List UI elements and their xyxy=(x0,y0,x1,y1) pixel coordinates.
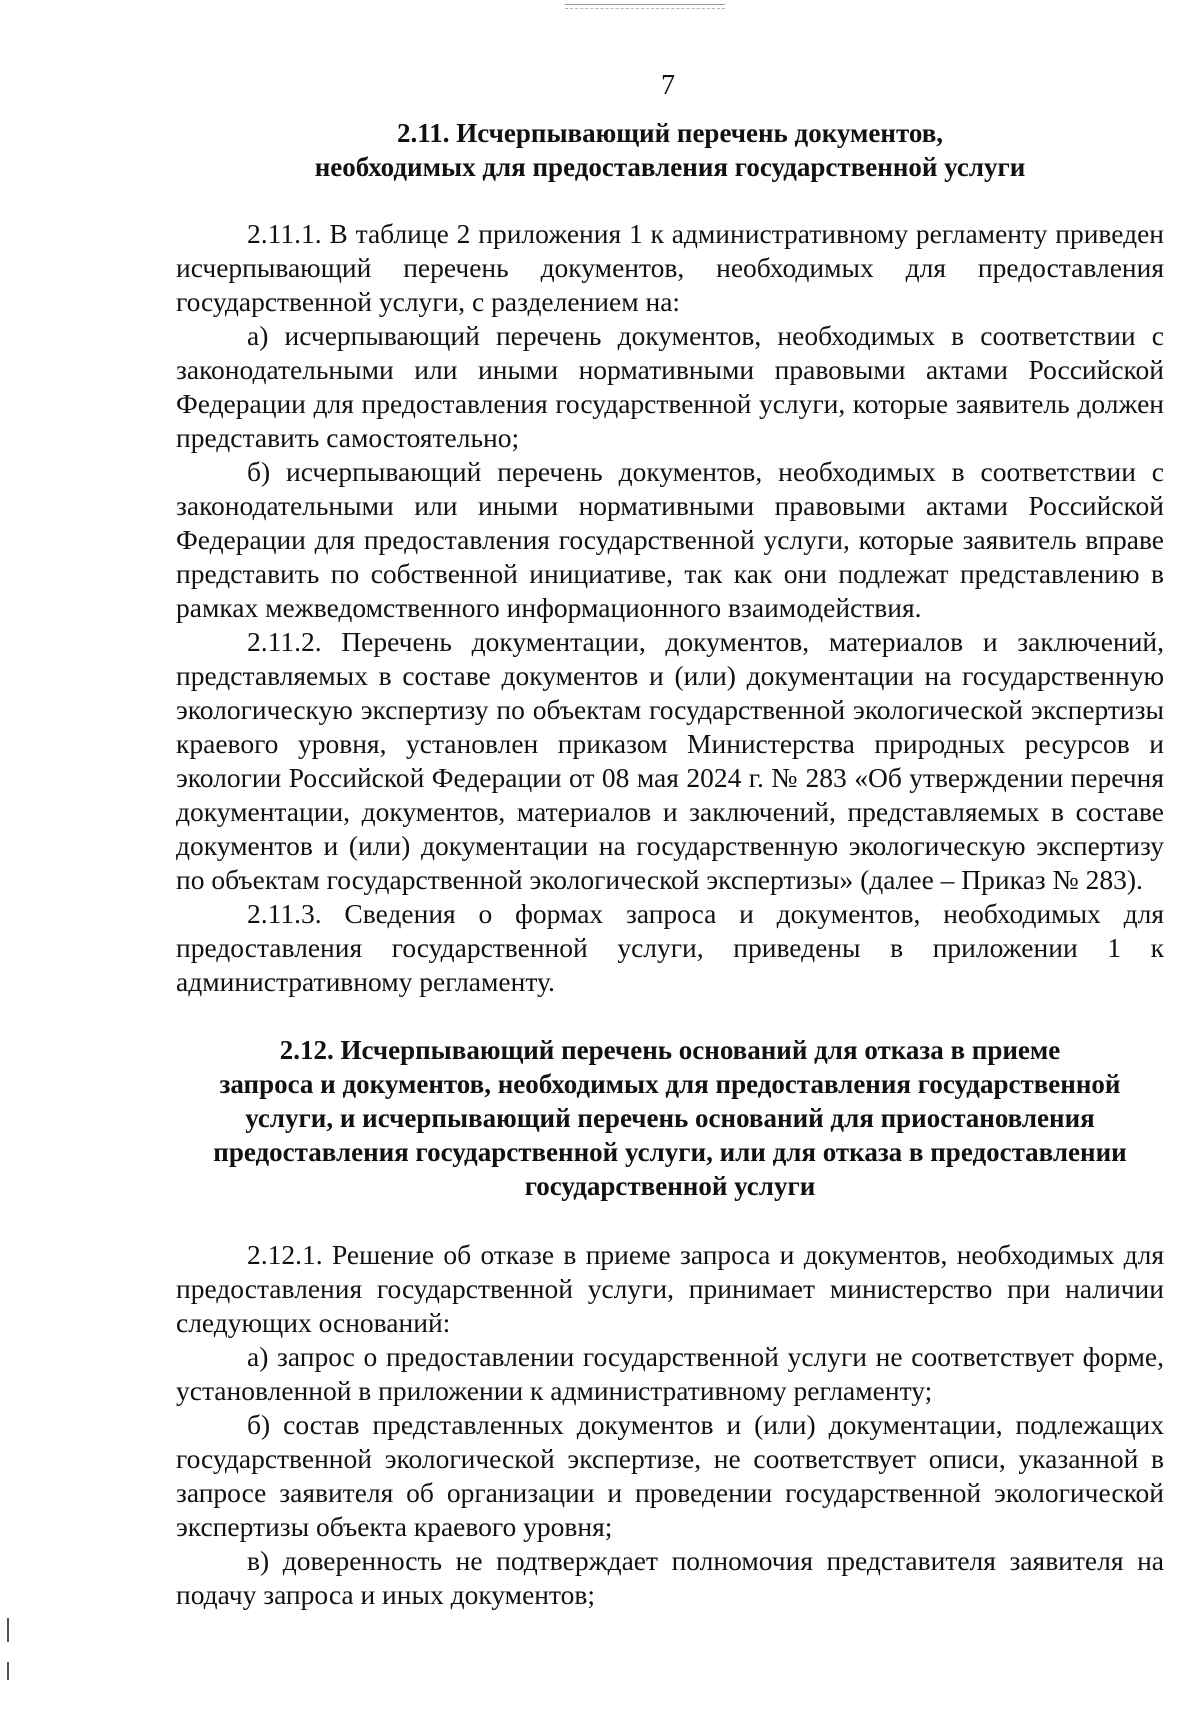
scan-artifact-top xyxy=(565,4,725,9)
paragraph-2-12-1-a: а) запрос о предоставлении государственной услуги не соответствует форме, установленной в приложении к административному регламенту; xyxy=(176,1341,1164,1406)
scan-artifact-left-upper xyxy=(7,1618,9,1642)
heading-line: необходимых для предоставления государственной услуги xyxy=(314,152,1026,182)
paragraph-2-11-2: 2.11.2. Перечень документации, документов, материалов и заключений, представляемых в составе документов и (или) документации на государственную экологическую экспертизу по объектам государственной экологической экспертизы краевого уровня, установлен приказом Министерства природных ресурсов и экологии Российской Федерации от 08 мая 2024 г. № 283 «Об утверждении перечня документации, документов, материалов и заключений, представляемых в составе документов и (или) документации на государственную экологическую экспертизу по объектам государственной экологической экспертизы» (далее – Приказ № 283). xyxy=(176,626,1164,895)
section-heading-2-11 xyxy=(176,116,1164,184)
heading-line: предоставления государственной услуги, или для отказа в предоставлении xyxy=(213,1137,1127,1167)
heading-line: услуги, и исчерпывающий перечень оснований для приостановления xyxy=(245,1103,1095,1133)
paragraph-2-11-1-b: б) исчерпывающий перечень документов, необходимых в соответствии с законодательными или иными нормативными правовыми актами Российской Федерации для предоставления государственной услуги, которые заявитель вправе представить по собственной инициативе, так как они подлежат представлению в рамках межведомственного информационного взаимодействия. xyxy=(176,456,1164,623)
heading-line: государственной услуги xyxy=(524,1171,816,1201)
scan-artifact-left-lower xyxy=(7,1662,9,1680)
heading-line: 2.11. Исчерпывающий перечень документов, xyxy=(396,118,944,148)
paragraph-2-12-1-v: в) доверенность не подтверждает полномочия представителя заявителя на подачу запроса и иных документов; xyxy=(176,1545,1164,1610)
paragraph-2-11-1: 2.11.1. В таблице 2 приложения 1 к административному регламенту приведен исчерпывающий перечень документов, необходимых для предоставления государственной услуги, с разделением на: xyxy=(176,218,1164,317)
paragraph-2-12-1-b: б) состав представленных документов и (или) документации, подлежащих государственной экологической экспертизе, не соответствует описи, указанной в запросе заявителя об организации и проведении государственной экологической экспертизы объекта краевого уровня; xyxy=(176,1409,1164,1542)
heading-line: 2.12. Исчерпывающий перечень оснований для отказа в приеме xyxy=(279,1035,1061,1065)
paragraph-2-12-1: 2.12.1. Решение об отказе в приеме запроса и документов, необходимых для предоставления государственной услуги, принимает министерство при наличии следующих оснований: xyxy=(176,1239,1164,1338)
paragraph-2-11-1-a: а) исчерпывающий перечень документов, необходимых в соответствии с законодательными или иными нормативными правовыми актами Российской Федерации для предоставления государственной услуги, которые заявитель должен представить самостоятельно; xyxy=(176,320,1164,453)
heading-line: запроса и документов, необходимых для предоставления государственной xyxy=(219,1069,1121,1099)
section-heading-2-12 xyxy=(176,1033,1164,1203)
paragraph-2-11-3: 2.11.3. Сведения о формах запроса и документов, необходимых для предоставления государственной услуги, приведены в приложении 1 к административному регламенту. xyxy=(176,898,1164,997)
document-body xyxy=(176,116,1164,1612)
page-number: 7 xyxy=(661,70,675,101)
